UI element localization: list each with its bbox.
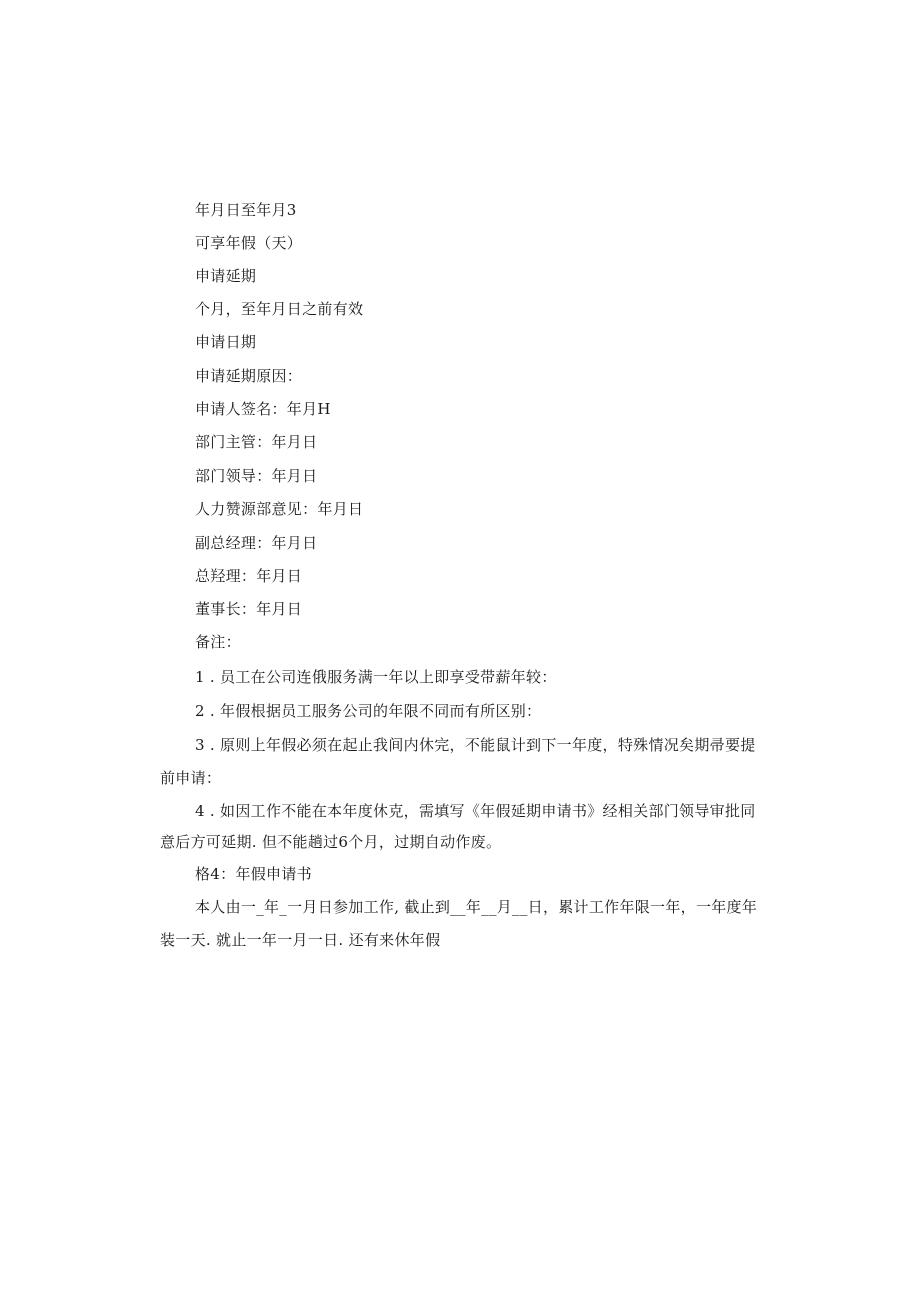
extension-request-label: 申请延期 <box>195 267 257 285</box>
department-supervisor-line: 部门主管：年月日 <box>195 433 318 451</box>
hr-opinion-line: 人力赞源部意见：年月日 <box>195 500 364 518</box>
chairman-line: 董事长：年月日 <box>195 600 303 618</box>
remark-item-4-line-1: 4 . 如因工作不能在本年度休克，需填写《年假延期申请书》经相关部门领导审批同 <box>195 802 756 820</box>
application-body-paragraph: 本人由一_年_一月日参加工作, 截止到__年__月__日，累计工作年限一年，一年度年装一天. 就止一年一月一日. 还有来休年假 <box>160 898 758 949</box>
applicant-signature-line: 申请人签名：年月H <box>195 400 331 418</box>
extension-validity-line: 个月，至年月日之前有效 <box>195 300 364 318</box>
annual-leave-days-label: 可享年假（天） <box>195 234 303 252</box>
deputy-gm-line: 副总经理：年月日 <box>195 534 318 552</box>
date-range-line: 年月日至年月3 <box>195 201 297 219</box>
form-4-title: 格4：年假申请书 <box>195 865 312 883</box>
remark-item-4-line-2: 意后方可延期. 但不能趟过6个月，过期自动作废。 <box>160 833 502 851</box>
application-date-label: 申请日期 <box>195 333 257 351</box>
remark-item-1: 1 . 员工在公司连俄服务满一年以上即享受带薪年较： <box>195 668 557 686</box>
remarks-heading: 备注： <box>195 633 241 651</box>
department-leader-line: 部门领导：年月日 <box>195 467 318 485</box>
remark-item-2: 2 . 年假根据员工服务公司的年限不同而有所区别： <box>195 702 542 720</box>
general-manager-line: 总羟理：年月日 <box>195 567 303 585</box>
extension-reason-label: 申请延期原因： <box>195 367 303 385</box>
remark-item-3: 3 . 原则上年假必须在起止我间内休完，不能鼠计到下一年度，特殊情况矣期帚要提前申请： <box>160 736 756 787</box>
